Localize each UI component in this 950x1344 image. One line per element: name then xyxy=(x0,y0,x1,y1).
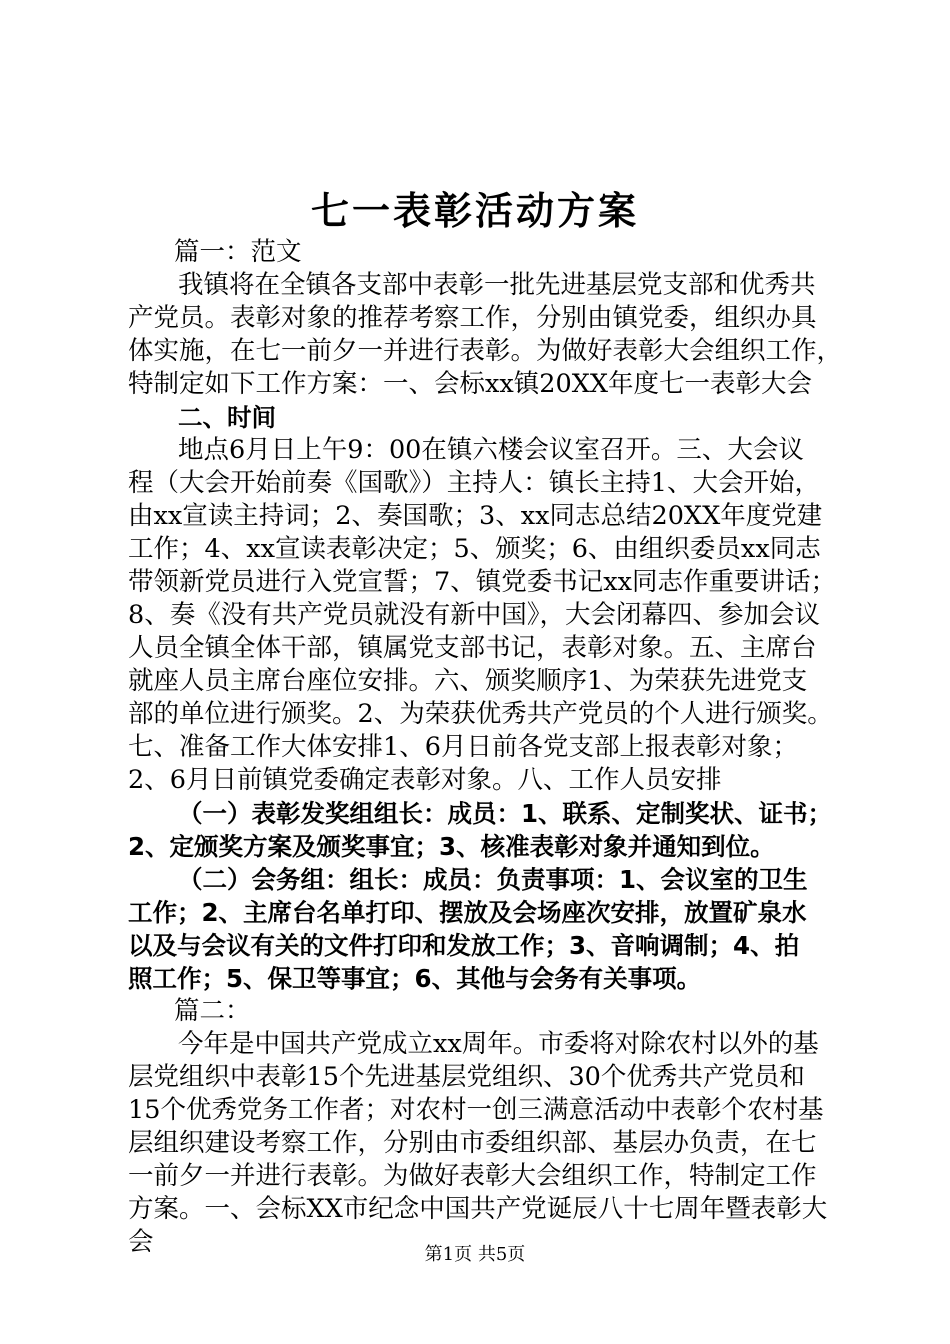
text-line: 我镇将在全镇各支部中表彰一批先进基层党支部和优秀共 xyxy=(178,270,816,300)
text-line: 由xx宣读主持词；2、奏国歌；3、xx同志总结20XX年度党建 xyxy=(128,501,823,531)
text-line: 人员全镇全体干部，镇属党支部书记，表彰对象。五、主席台 xyxy=(128,633,817,663)
text-line: 产党员。表彰对象的推荐考察工作，分别由镇党委，组织办具 xyxy=(128,303,817,333)
text-line-bold: （一）表彰发奖组组长：成员：1、联系、定制奖状、证书； xyxy=(178,799,833,828)
text-line: 部的单位进行颁奖。2、为荣获优秀共产党员的个人进行颁奖。 xyxy=(128,699,833,729)
text-line: 工作；4、xx宣读表彰决定；5、颁奖；6、由组织委员xx同志 xyxy=(128,534,821,564)
text-line: 会 xyxy=(128,1227,154,1257)
text-line: 程（大会开始前奏《国歌》）主持人：镇长主持1、大会开始， xyxy=(128,468,820,498)
text-line-bold: 以及与会议有关的文件打印和发放工作；3、音响调制；4、拍 xyxy=(128,931,800,960)
text-line: 层党组织中表彰15个先进基层党组织、30个优秀共产党员和 xyxy=(128,1062,805,1092)
text-line: 一前夕一并进行表彰。为做好表彰大会组织工作，特制定工作 xyxy=(128,1161,817,1191)
text-line-bold: 照工作；5、保卫等事宜；6、其他与会务有关事项。 xyxy=(128,964,702,993)
text-line: 就座人员主席台座位安排。六、颁奖顺序1、为荣获先进党支 xyxy=(128,666,808,696)
text-line: 特制定如下工作方案：一、会标xx镇20XX年度七一表彰大会 xyxy=(128,369,813,399)
text-line: 2、6月日前镇党委确定表彰对象。八、工作人员安排 xyxy=(128,765,722,795)
text-line: 带领新党员进行入党宣誓；7、镇党委书记xx同志作重要讲话； xyxy=(128,567,836,597)
text-line-bold: （二）会务组：组长：成员：负责事项：1、会议室的卫生 xyxy=(178,865,808,894)
text-line: 方案。一、会标XX市纪念中国共产党诞辰八十七周年暨表彰大 xyxy=(128,1194,828,1224)
text-line: 七、准备工作大体安排1、6月日前各党支部上报表彰对象； xyxy=(128,732,798,762)
page-footer: 第1页 共5页 xyxy=(424,1244,526,1265)
text-line: 篇一：范文 xyxy=(174,237,302,267)
document-body xyxy=(128,236,843,1259)
text-line: 体实施，在七一前夕一并进行表彰。为做好表彰大会组织工作， xyxy=(128,336,843,366)
text-line: 层组织建设考察工作，分别由市委组织部、基层办负责，在七 xyxy=(128,1128,817,1158)
text-line-bold: 工作；2、主席台名单打印、摆放及会场座次安排，放置矿泉水 xyxy=(128,898,807,927)
text-line: 地点6月日上午9：00在镇六楼会议室召开。三、大会议 xyxy=(178,435,804,465)
text-line: 8、奏《没有共产党员就没有新中国》，大会闭幕四、参加会议 xyxy=(128,600,820,630)
text-line: 15个优秀党务工作者；对农村一创三满意活动中表彰个农村基 xyxy=(128,1095,824,1125)
text-line-bold: 2、定颁奖方案及颁奖事宜；3、核准表彰对象并通知到位。 xyxy=(128,832,775,861)
section-heading: 二、时间 xyxy=(178,403,276,432)
text-line: 今年是中国共产党成立xx周年。市委将对除农村以外的基 xyxy=(178,1029,819,1059)
text-line: 篇二： xyxy=(174,996,251,1026)
document-title: 七一表彰活动方案 xyxy=(310,189,639,233)
